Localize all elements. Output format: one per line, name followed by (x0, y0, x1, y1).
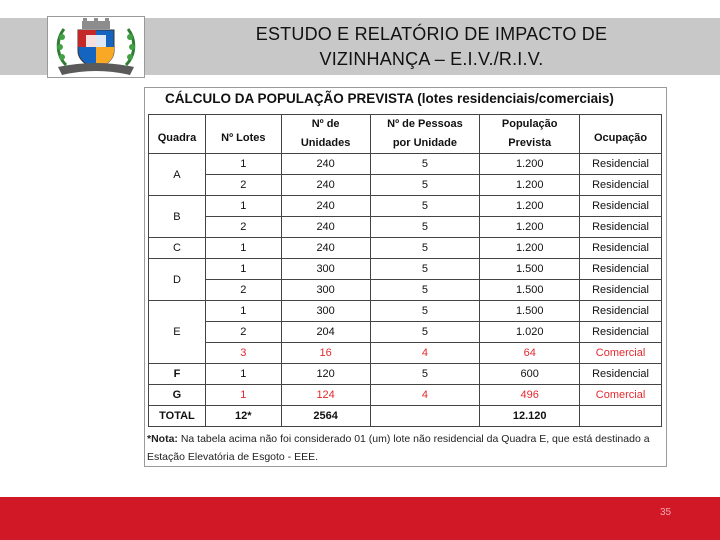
municipal-coat-of-arms-logo (47, 16, 145, 78)
ocupacao-cell: Residencial (580, 175, 662, 196)
ocupacao-cell: Residencial (580, 301, 662, 322)
populacao-cell: 1.200 (480, 154, 580, 175)
ocupacao-cell: Residencial (580, 322, 662, 343)
total-pessoas (370, 406, 480, 427)
col-populacao-line1: População (480, 115, 580, 135)
pessoas-cell: 5 (370, 322, 480, 343)
populacao-cell: 1.200 (480, 175, 580, 196)
table-footnote (147, 430, 665, 466)
lote-cell: 1 (205, 385, 281, 406)
pessoas-cell: 5 (370, 238, 480, 259)
table-row (149, 322, 662, 343)
table-row (149, 280, 662, 301)
lote-cell: 1 (205, 301, 281, 322)
ocupacao-cell: Residencial (580, 217, 662, 238)
lote-cell: 1 (205, 259, 281, 280)
unidades-cell: 240 (281, 154, 370, 175)
col-pessoas-line1: Nº de Pessoas (370, 115, 480, 135)
total-row (149, 406, 662, 427)
unidades-cell: 120 (281, 364, 370, 385)
unidades-cell: 124 (281, 385, 370, 406)
total-lotes: 12* (205, 406, 281, 427)
pessoas-cell: 5 (370, 259, 480, 280)
table-heading: CÁLCULO DA POPULAÇÃO PREVISTA (lotes residenciais/comerciais) (165, 91, 614, 106)
note-line-2: Estação Elevatória de Esgoto - EEE. (147, 451, 319, 463)
ocupacao-cell: Residencial (580, 364, 662, 385)
populacao-cell: 64 (480, 343, 580, 364)
table-row-commercial (149, 343, 662, 364)
col-populacao-line2: Prevista (480, 134, 580, 154)
ocupacao-cell: Residencial (580, 196, 662, 217)
pessoas-cell: 5 (370, 364, 480, 385)
title-line-2: VIZINHANÇA – E.I.V./R.I.V. (319, 49, 544, 69)
pessoas-cell: 5 (370, 217, 480, 238)
ocupacao-cell: Residencial (580, 154, 662, 175)
table-header-row (149, 115, 662, 135)
unidades-cell: 16 (281, 343, 370, 364)
title-line-1: ESTUDO E RELATÓRIO DE IMPACTO DE (255, 24, 608, 44)
lote-cell: 2 (205, 175, 281, 196)
quadra-cell: D (149, 259, 206, 301)
table-row (149, 196, 662, 217)
populacao-cell: 1.500 (480, 301, 580, 322)
populacao-cell: 496 (480, 385, 580, 406)
pessoas-cell: 5 (370, 154, 480, 175)
quadra-cell: G (149, 385, 206, 406)
populacao-cell: 1.200 (480, 196, 580, 217)
table-row (149, 154, 662, 175)
col-ocupacao: Ocupação (580, 115, 662, 154)
unidades-cell: 204 (281, 322, 370, 343)
unidades-cell: 240 (281, 238, 370, 259)
pessoas-cell: 5 (370, 301, 480, 322)
table-row (149, 301, 662, 322)
table-row (149, 259, 662, 280)
note-line-1: Na tabela acima não foi considerado 01 (um) lote não residencial da Quadra E, que está destinado a (177, 433, 650, 445)
table-row (149, 217, 662, 238)
pessoas-cell: 5 (370, 196, 480, 217)
total-label: TOTAL (149, 406, 206, 427)
lote-cell: 1 (205, 238, 281, 259)
total-populacao: 12.120 (480, 406, 580, 427)
population-table (148, 114, 662, 427)
table-row (149, 238, 662, 259)
col-unidades-line1: Nº de (281, 115, 370, 135)
col-quadra: Quadra (149, 115, 206, 154)
unidades-cell: 300 (281, 301, 370, 322)
unidades-cell: 240 (281, 196, 370, 217)
col-unidades-line2: Unidades (281, 134, 370, 154)
total-ocupacao (580, 406, 662, 427)
unidades-cell: 240 (281, 175, 370, 196)
population-table-frame (144, 87, 667, 467)
lote-cell: 2 (205, 217, 281, 238)
lote-cell: 1 (205, 154, 281, 175)
slide-title (143, 22, 720, 74)
unidades-cell: 300 (281, 259, 370, 280)
coat-of-arms-icon (48, 17, 144, 77)
populacao-cell: 1.500 (480, 280, 580, 301)
ocupacao-cell: Residencial (580, 259, 662, 280)
ocupacao-cell: Comercial (580, 343, 662, 364)
lote-cell: 2 (205, 322, 281, 343)
quadra-cell: E (149, 301, 206, 364)
pessoas-cell: 4 (370, 343, 480, 364)
lote-cell: 1 (205, 364, 281, 385)
ocupacao-cell: Residencial (580, 238, 662, 259)
lote-cell: 3 (205, 343, 281, 364)
populacao-cell: 1.500 (480, 259, 580, 280)
table-row-commercial (149, 385, 662, 406)
quadra-cell: F (149, 364, 206, 385)
total-unidades: 2564 (281, 406, 370, 427)
quadra-cell: B (149, 196, 206, 238)
col-pessoas-line2: por Unidade (370, 134, 480, 154)
populacao-cell: 1.020 (480, 322, 580, 343)
table-row (149, 364, 662, 385)
pessoas-cell: 5 (370, 280, 480, 301)
ocupacao-cell: Comercial (580, 385, 662, 406)
lote-cell: 1 (205, 196, 281, 217)
unidades-cell: 300 (281, 280, 370, 301)
quadra-cell: C (149, 238, 206, 259)
quadra-cell: A (149, 154, 206, 196)
pessoas-cell: 5 (370, 175, 480, 196)
footer-band (0, 497, 720, 540)
note-label: *Nota: (147, 433, 178, 445)
col-lotes: Nº Lotes (205, 115, 281, 154)
pessoas-cell: 4 (370, 385, 480, 406)
populacao-cell: 600 (480, 364, 580, 385)
table-row (149, 175, 662, 196)
lote-cell: 2 (205, 280, 281, 301)
ocupacao-cell: Residencial (580, 280, 662, 301)
populacao-cell: 1.200 (480, 217, 580, 238)
unidades-cell: 240 (281, 217, 370, 238)
page-number: 35 (660, 507, 672, 518)
populacao-cell: 1.200 (480, 238, 580, 259)
